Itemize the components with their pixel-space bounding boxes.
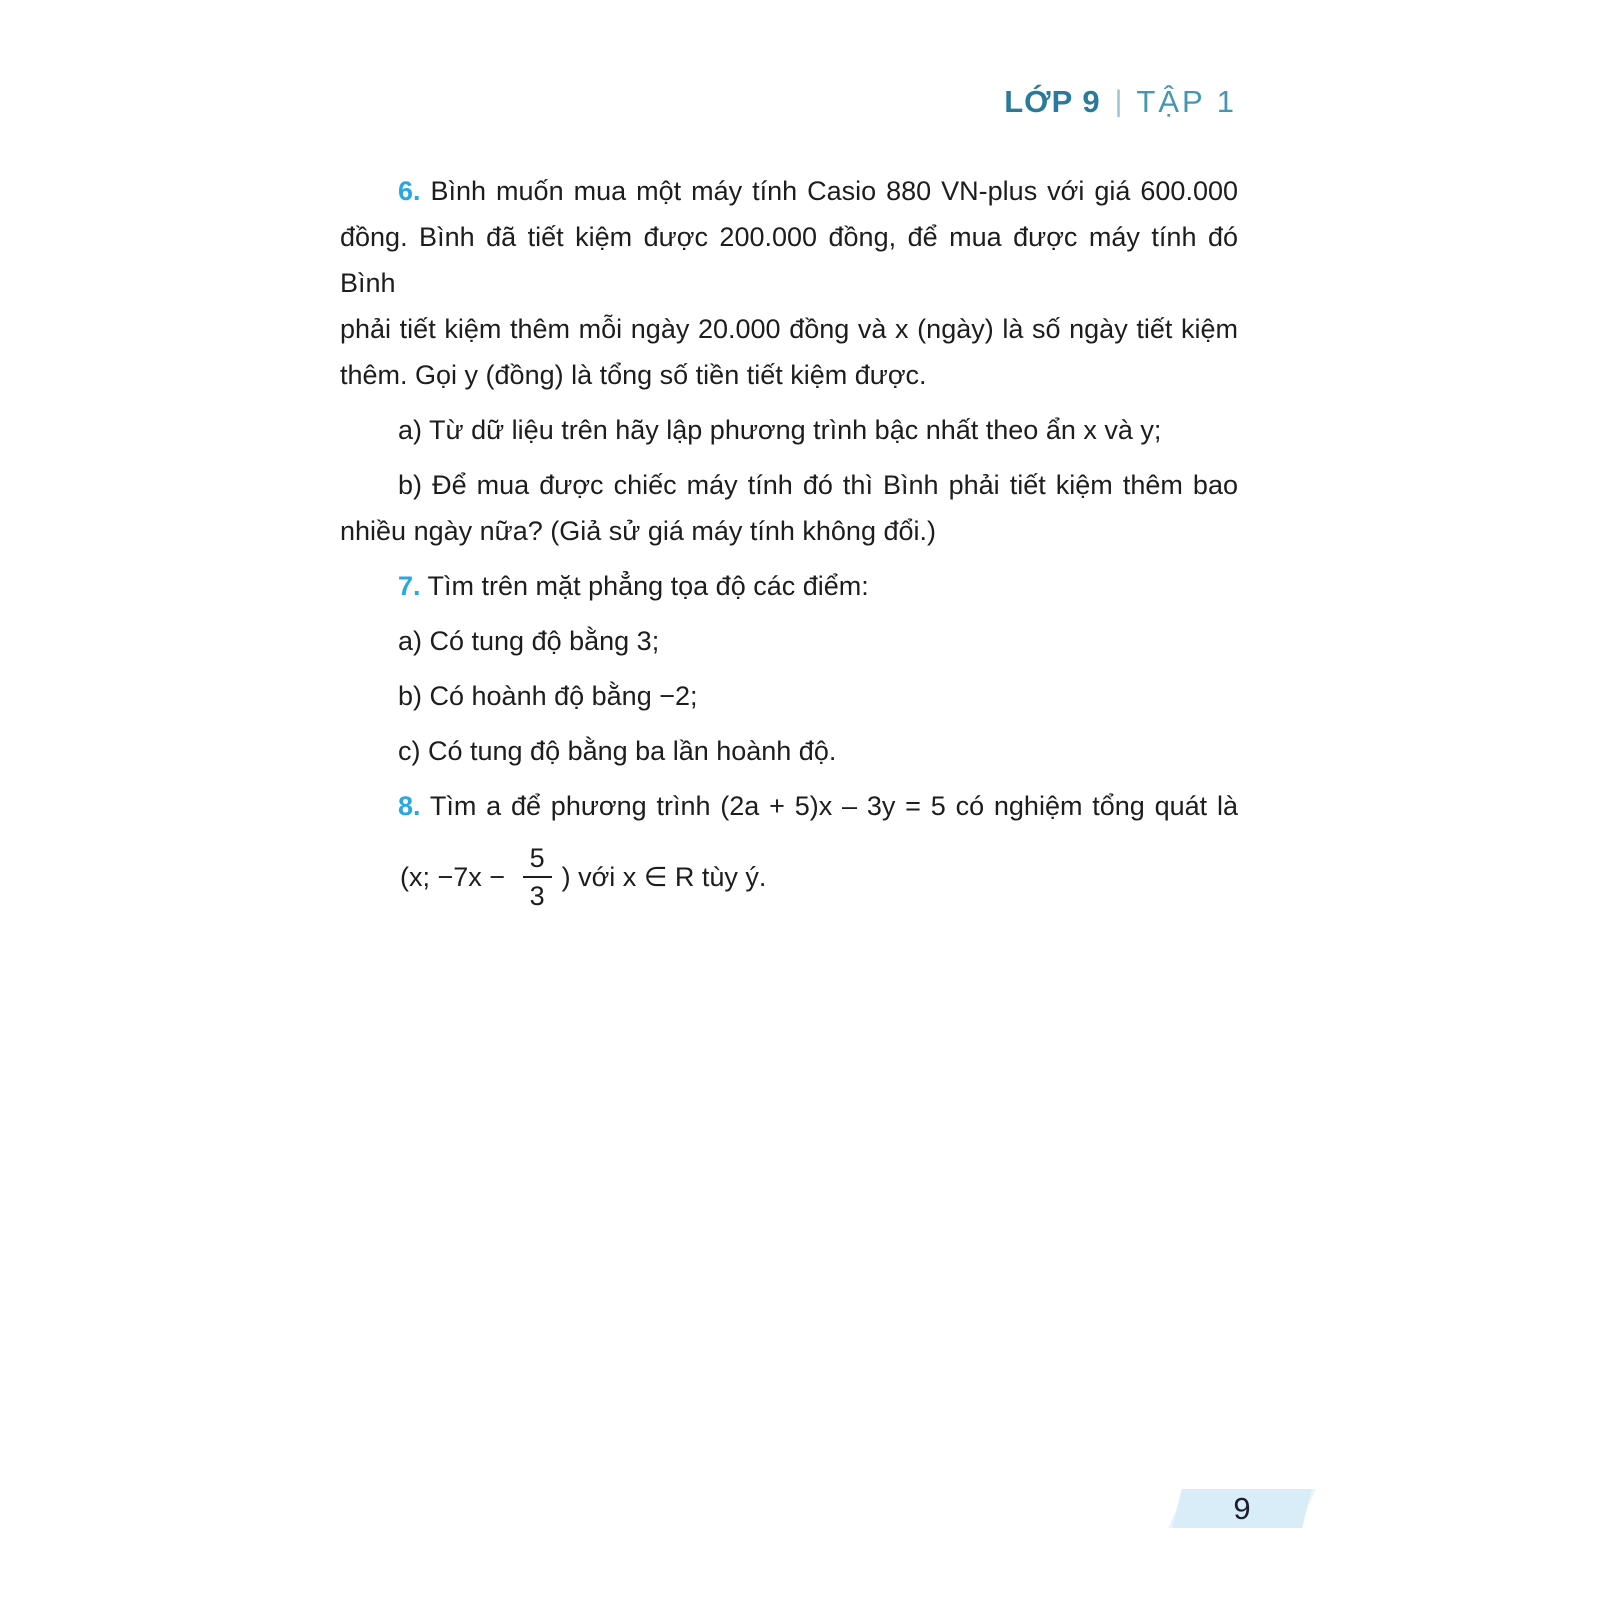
- text-line: nhiều ngày nữa? (Giả sử giá máy tính không đổi.): [340, 516, 936, 546]
- text-line: 6. Bình muốn mua một máy tính Casio 880 VN-plus với giá 600.000: [398, 176, 1238, 206]
- text-line: c) Có tung độ bằng ba lần hoành độ.: [398, 736, 837, 766]
- text-line: a) Từ dữ liệu trên hãy lập phương trình bậc nhất theo ẩn x và y;: [398, 415, 1162, 445]
- problem-8: [340, 783, 1238, 925]
- problem-7-part-a: [340, 618, 1238, 664]
- text-line: 7. Tìm trên mặt phẳng tọa độ các điểm:: [398, 571, 869, 601]
- fraction-numerator: 5: [523, 843, 552, 878]
- problem-6-part-a: [340, 407, 1238, 453]
- problem-6-part-b: [340, 462, 1238, 554]
- fraction-denominator: 3: [529, 881, 545, 911]
- problem-number: 7.: [398, 571, 421, 601]
- problem-6-intro: [340, 168, 1238, 398]
- text-line: đồng. Bình đã tiết kiệm được 200.000 đồng, để mua được máy tính đó Bình: [340, 222, 1238, 298]
- text-line: 8. Tìm a để phương trình (2a + 5)x – 3y = 5 có nghiệm tổng quát là: [398, 791, 1238, 821]
- page-number: 9: [1233, 1490, 1251, 1526]
- text-line: thêm. Gọi y (đồng) là tổng số tiền tiết kiệm được.: [340, 360, 927, 390]
- problem-7-part-c: [340, 728, 1238, 774]
- header-grade-label: LỚP 9: [1004, 84, 1101, 119]
- problem-7-intro: [340, 563, 1238, 609]
- fraction: [523, 843, 552, 911]
- header-divider: |: [1114, 85, 1123, 118]
- math-expression-line: [340, 829, 1238, 925]
- header-volume-label: TẬP 1: [1136, 84, 1237, 119]
- problem-number: 8.: [398, 791, 421, 821]
- problem-7-part-b: [340, 673, 1238, 719]
- text-line: b) Để mua được chiếc máy tính đó thì Bình phải tiết kiệm thêm bao: [398, 470, 1238, 500]
- text-line: phải tiết kiệm thêm mỗi ngày 20.000 đồng và x (ngày) là số ngày tiết kiệm: [340, 314, 1238, 344]
- text-line: a) Có tung độ bằng 3;: [398, 626, 660, 656]
- page-footer: [1177, 1489, 1307, 1528]
- text-line: b) Có hoành độ bằng −2;: [398, 681, 698, 711]
- page-header: [1004, 84, 1237, 121]
- math-pre-text: (x; −7x −: [400, 862, 513, 892]
- math-post-text: ) với x ∈ R tùy ý.: [561, 862, 767, 892]
- problem-list: [340, 168, 1238, 925]
- problem-number: 6.: [398, 176, 421, 206]
